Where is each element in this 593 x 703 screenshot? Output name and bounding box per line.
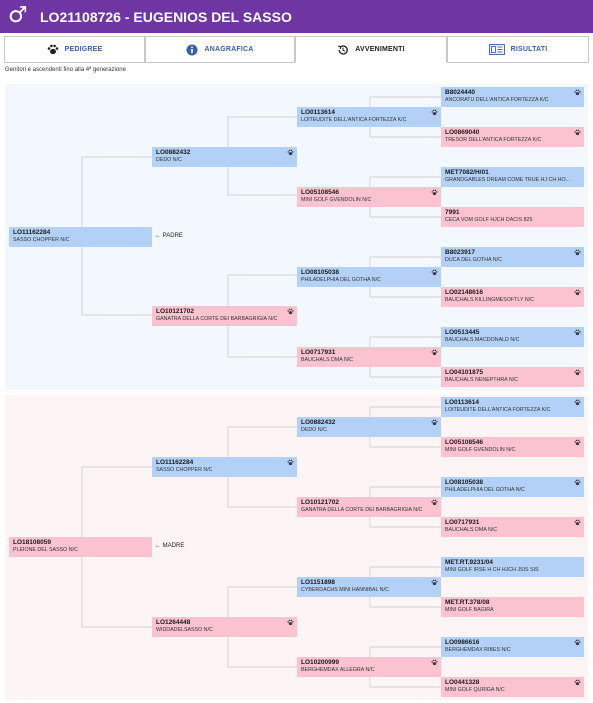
tab-label: RISULTATI	[510, 46, 548, 53]
page-header	[0, 0, 593, 33]
dog-name: DEDO N/C	[301, 427, 327, 433]
dog-name: PLEIONE DEL SASSO N/C	[13, 547, 78, 553]
paw-icon[interactable]	[431, 419, 438, 426]
tab-risultati[interactable]	[447, 36, 589, 62]
dog-name: GANATRA DELLA CORTE DEI BARBAGRIGIA N/C	[156, 316, 278, 322]
padre-label-text: PADRE	[162, 233, 183, 239]
dog-name: SASSO CHOPPER N/C	[13, 237, 70, 243]
ancestor-box[interactable]	[441, 287, 584, 307]
dog-code: LO0869040	[445, 129, 480, 136]
dog-name: CECA VOM GOLF HJCH DACIS 825	[445, 217, 533, 223]
ancestor-box[interactable]	[441, 327, 584, 347]
dog-code: LO04101875	[445, 369, 483, 376]
tab-anagrafica[interactable]	[145, 36, 295, 62]
paw-icon[interactable]	[431, 659, 438, 666]
paw-icon[interactable]	[574, 329, 581, 336]
dog-code: MET7082/H/01	[445, 169, 489, 176]
paw-icon[interactable]	[431, 109, 438, 116]
info-icon	[186, 44, 198, 56]
dog-code: LO1264448	[156, 619, 191, 626]
ancestor-box[interactable]	[441, 127, 584, 147]
dog-name: PHILADELPHIA DEL GOTHA N/C	[301, 277, 381, 283]
dog-name: DUCA DEL GOTHA N/C	[445, 257, 502, 263]
ancestor-box[interactable]	[441, 437, 584, 457]
dog-code: LO05108546	[445, 439, 483, 446]
padre-label: ← PADRE	[155, 233, 183, 239]
dog-code: LO1151898	[301, 579, 335, 586]
ancestor-box[interactable]	[297, 417, 441, 437]
dog-name: BERGHEMDAX ALLEGRA N/C	[301, 667, 375, 673]
dog-code: LO18108059	[13, 539, 51, 546]
paw-icon[interactable]	[287, 149, 294, 156]
ancestor-box[interactable]	[441, 557, 584, 577]
ancestor-box[interactable]	[297, 107, 441, 127]
ancestor-box[interactable]	[441, 87, 584, 107]
dog-code: LO11162284	[13, 229, 51, 236]
paw-icon[interactable]	[574, 289, 581, 296]
dog-name: BAUCHALS DMA N/C	[301, 357, 354, 363]
ancestor-box[interactable]	[441, 167, 584, 187]
dog-code: LO0113614	[301, 109, 335, 116]
ancestor-box[interactable]	[441, 397, 584, 417]
madre-box[interactable]	[9, 537, 152, 557]
dog-name: LOITEUDITE DELL'ANTICA FORTEZZA K/C	[445, 407, 551, 413]
dog-name: MINI GOLF QURIGA N/C	[445, 687, 505, 693]
dog-name: MINI GOLF GVENDOLIN N/C	[301, 197, 372, 203]
paw-icon[interactable]	[287, 619, 294, 626]
history-icon	[337, 44, 349, 56]
paw-icon[interactable]	[431, 579, 438, 586]
ancestor-box[interactable]	[297, 347, 441, 367]
dog-code: LO0986616	[445, 639, 480, 646]
dog-code: LO0113614	[445, 399, 479, 406]
paw-icon[interactable]	[574, 479, 581, 486]
dog-code: LO08105038	[445, 479, 483, 486]
madre-label-text: MADRE	[162, 543, 185, 549]
paw-icon[interactable]	[574, 249, 581, 256]
ancestor-box[interactable]	[441, 677, 584, 697]
dog-name: BAUCHALS DMA N/C	[445, 527, 498, 533]
ancestor-box[interactable]	[441, 367, 584, 387]
tab-label: ANAGRAFICA	[204, 46, 254, 53]
dog-name: BAUCHALS NENEPTHRA N/C	[445, 377, 518, 383]
dog-code: B8024440	[445, 89, 475, 96]
dog-code: LO05108546	[301, 189, 339, 196]
dog-code: LO10121702	[301, 499, 339, 506]
paw-icon[interactable]	[574, 639, 581, 646]
paw-icon[interactable]	[287, 308, 294, 315]
dog-name: BERGHEMDAX RIBES N/C	[445, 647, 511, 653]
dog-name: BAUCHALS MACDONALD N/C	[445, 337, 520, 343]
ancestor-box[interactable]	[441, 247, 584, 267]
male-symbol-icon: ♂	[8, 3, 28, 28]
dog-code: LO0717931	[301, 349, 336, 356]
ancestor-box[interactable]	[297, 267, 441, 287]
paw-icon[interactable]	[287, 459, 294, 466]
ancestor-box[interactable]	[152, 306, 297, 326]
ancestor-box[interactable]	[441, 207, 584, 227]
ancestor-box[interactable]	[152, 147, 297, 167]
madre-label: ← MADRE	[155, 543, 185, 549]
paw-icon[interactable]	[574, 89, 581, 96]
dog-code: LO02148616	[445, 289, 483, 296]
dog-name: LOITEUDITE DELL'ANTICA FORTEZZA K/C	[301, 117, 407, 123]
dog-name: MINI GOLF IRSE H CH HJCH JSIS SIS	[445, 567, 539, 573]
tab-pedigree[interactable]	[4, 36, 145, 62]
paw-icon[interactable]	[431, 349, 438, 356]
paw-icon[interactable]	[431, 189, 438, 196]
dog-name: PHILADELPHIA DEL GOTHA N/C	[445, 487, 525, 493]
paw-icon[interactable]	[431, 269, 438, 276]
page-title: LO21108726 - EUGENIOS DEL SASSO	[40, 9, 292, 25]
paw-icon[interactable]	[574, 129, 581, 136]
ancestor-box[interactable]	[441, 637, 584, 657]
dog-code: MET.RT.378/08	[445, 599, 490, 606]
dog-name: ANCORATU DELL'ANTICA FORTEZZA K/C	[445, 97, 549, 103]
dog-name: MINI GOLF GVENDOLIN N/C	[445, 447, 516, 453]
dog-code: LO0717931	[445, 519, 480, 526]
paw-icon[interactable]	[574, 439, 581, 446]
dog-code: LO10121702	[156, 308, 194, 315]
tab-avvenimenti[interactable]	[295, 36, 447, 63]
tab-label: PEDIGREE	[64, 46, 103, 53]
tab-label: AVVENIMENTI	[355, 46, 405, 53]
dog-code: LO0882432	[156, 149, 191, 156]
ancestor-box[interactable]	[297, 187, 441, 207]
dog-code: LO08105038	[301, 269, 339, 276]
ancestor-box[interactable]	[441, 597, 584, 617]
pedigree-subtitle: Genitori e ascendenti fino alla 4ª generazione	[5, 67, 126, 73]
dog-name: TRESOR DELL'ANTICA FORTEZZA K/C	[445, 137, 542, 143]
ancestor-box[interactable]	[297, 657, 441, 677]
paw-icon	[47, 44, 59, 55]
dog-name: MINI GOLF BAGIRA	[445, 607, 494, 613]
paw-icon[interactable]	[574, 519, 581, 526]
dog-name: CYBERDACHS MINI HANNIBAL N/C	[301, 587, 389, 593]
dog-name: WIDDADELSASSO N/C	[156, 627, 213, 633]
dog-name: BAUCHALS KILLINGMESOFTLY N/C	[445, 297, 534, 303]
padre-box[interactable]	[9, 227, 152, 247]
dog-code: LO0513445	[445, 329, 480, 336]
ancestor-box[interactable]	[297, 577, 441, 597]
results-icon	[489, 44, 505, 55]
paw-icon[interactable]	[574, 399, 581, 406]
ancestor-box[interactable]	[297, 497, 441, 517]
paw-icon[interactable]	[574, 679, 581, 686]
dog-code: MET.RT.9231/04	[445, 559, 494, 566]
dog-code: LO11162284	[156, 459, 194, 466]
ancestor-box[interactable]	[441, 517, 584, 537]
dog-name: DEDO N/C	[156, 157, 182, 163]
ancestor-box[interactable]	[152, 457, 297, 477]
dog-code: LO0441328	[445, 679, 480, 686]
dog-code: LO0882432	[301, 419, 336, 426]
paw-icon[interactable]	[431, 499, 438, 506]
dog-code: 7991	[445, 209, 460, 216]
dog-code: B8023917	[445, 249, 475, 256]
ancestor-box[interactable]	[441, 477, 584, 497]
ancestor-box[interactable]	[152, 617, 297, 637]
dog-code: LO10200999	[301, 659, 339, 666]
dog-name: SASSO CHOPPER N/C	[156, 467, 213, 473]
dog-name: GANATRA DELLA CORTE DEI BARBAGRIGIA N/C	[301, 507, 423, 513]
paw-icon[interactable]	[574, 369, 581, 376]
dog-name: GRANDGABLES DREAM COME TRUE HJ CH HO...	[445, 177, 570, 183]
